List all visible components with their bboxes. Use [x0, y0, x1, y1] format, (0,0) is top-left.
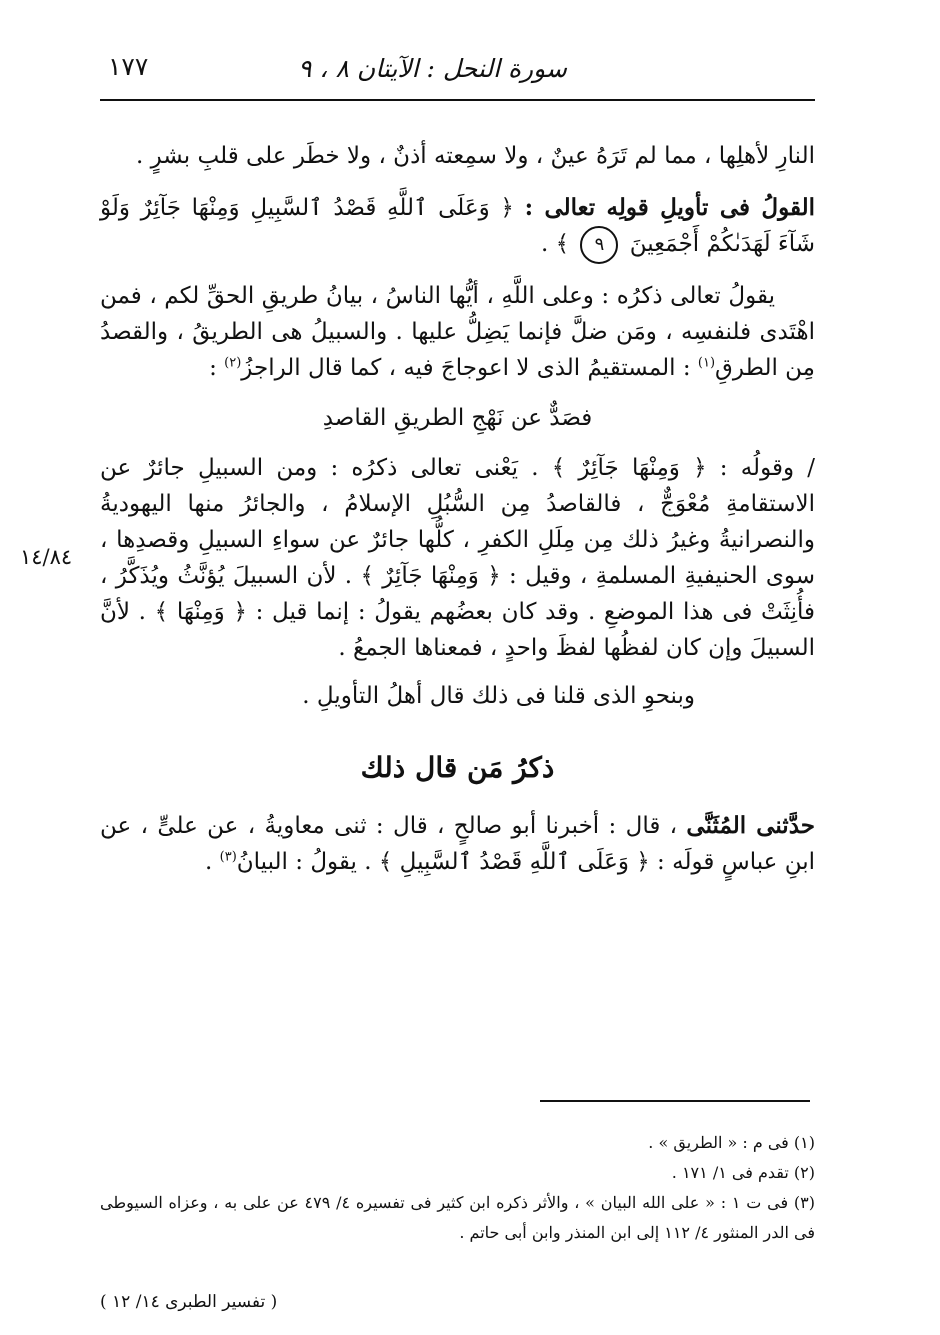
page-header	[100, 50, 815, 98]
page-number: ١٧٧	[108, 52, 149, 81]
paragraph-narration	[100, 808, 815, 880]
footnote-ref-1: (١)	[697, 355, 716, 371]
quran-quote: ﴿ وَعَلَى ٱللَّهِ قَصْدُ ٱلسَّبِيلِ وَمِنْهَا جَآئِرٌ وَلَوْ شَآءَ لَهَدَىٰكُمْ أَجْمَعِينَ	[100, 195, 815, 257]
signature-mark: ( تفسير الطبرى ١٤/ ١٢ )	[100, 1292, 278, 1312]
running-title: سورة النحل : الآيتان ٨ ، ٩	[298, 54, 567, 83]
commentary-text-b: : المستقيمُ الذى لا اعوجاجَ فيه ، كما قال الراجزُ	[241, 355, 698, 381]
commentary-text-c: :	[209, 355, 225, 381]
paragraph-commentary	[100, 278, 815, 386]
main-text	[100, 138, 815, 880]
section-heading: ذكرُ مَن قال ذلك	[360, 751, 555, 784]
narration-lead: حدَّثنى المُثَنَّى	[686, 812, 816, 839]
footnote-rule	[540, 1100, 810, 1102]
header-rule	[100, 99, 815, 101]
footnote-1: (١) فى م : « الطريق » .	[648, 1133, 815, 1152]
quote-close: ﴾ .	[541, 231, 570, 257]
narration-text-b: .	[205, 849, 220, 875]
footnote-ref-2: (٢)	[224, 355, 242, 371]
narration-text-a: ، قال : أخبرنا أبو صالحٍ ، قال : ثنى معاويةُ ، عن علىٍّ ، عن ابنِ عباسٍ قولَه : ﴿ وَعَلَى ٱللَّهِ قَصْدُ ٱلسَّبِيلِ ﴾ . يقولُ : البيانُ	[100, 813, 815, 875]
paragraph-continuation: النارِ لأهلِها ، مما لم تَرَهُ عينٌ ، ولا سمِعته أذنٌ ، ولا خطَر على قلبِ بشرٍ .	[135, 143, 815, 169]
footnote-3: (٣) فى ت ١ : « على الله البيان » ، والأثر ذكره ابن كثير فى تفسيره ٤/ ٤٧٩ عن على به ، وعزاه السيوطى فى الدر المنثور ٤/ ١١٢ إلى ابن المنذر وابن أبى حاتم .	[100, 1193, 815, 1242]
margin-reference: ١٤/٨٤	[20, 545, 73, 569]
paragraph-verse-heading	[100, 190, 815, 264]
footnotes	[100, 1128, 815, 1248]
footnote-ref-3: (٣)	[219, 849, 237, 865]
paragraph-summary: وبنحوِ الذى قلنا فى ذلك قال أهلُ التأويلِ .	[302, 683, 695, 709]
section-lead: القولُ فى تأويلِ قولِه تعالى :	[524, 194, 815, 221]
commentary-text-a: يقولُ تعالى ذكرُه : وعلى اللَّهِ ، أيُّها الناسُ ، بيانُ طريقِ الحقِّ لكم ، فمن اهْتَدى فلنفسِه ، ومَن ضلَّ فإنما يَضِلُّ عليها . والسبيلُ هى الطريقُ ، والقصدُ مِن الطرقِ	[100, 283, 815, 381]
paragraph-commentary-2: / وقولُه : ﴿ وَمِنْهَا جَآئِرٌ ﴾ . يَعْنى تعالى ذكرُه : ومن السبيلِ جائرٌ عن الاستقامةِ مُعْوَجٌّ ، فالقاصدُ مِن السُّبُلِ الإسلامُ ، والجائرُ منها اليهوديةُ والنصرانيةُ وغيرُ ذلك مِن مِلَلِ الكفرِ ، كلُّها جائرٌ عن سواءِ السبيلِ وقصدِها ، سوى الحنيفيةِ المسلمةِ ، وقيل : ﴿ وَمِنْهَا جَآئِرٌ ﴾ . لأن السبيلَ يُؤنَّثُ ويُذَكَّرُ ، فأُنِثَتْ فى هذا الموضعِ . وقد كان بعضُهم يقولُ : إنما قيل : ﴿ وَمِنْهَا ﴾ . لأنَّ السبيلَ وإن كان لفظُها لفظَ واحدٍ ، فمعناها الجمعُ .	[100, 455, 815, 661]
poetry-verse: فصَدٌّ عن نَهْجِ الطريقِ القاصدِ	[322, 405, 593, 431]
footnote-2: (٢) تقدم فى ١/ ١٧١ .	[671, 1163, 815, 1182]
ayah-number-marker: ٩	[580, 226, 618, 264]
